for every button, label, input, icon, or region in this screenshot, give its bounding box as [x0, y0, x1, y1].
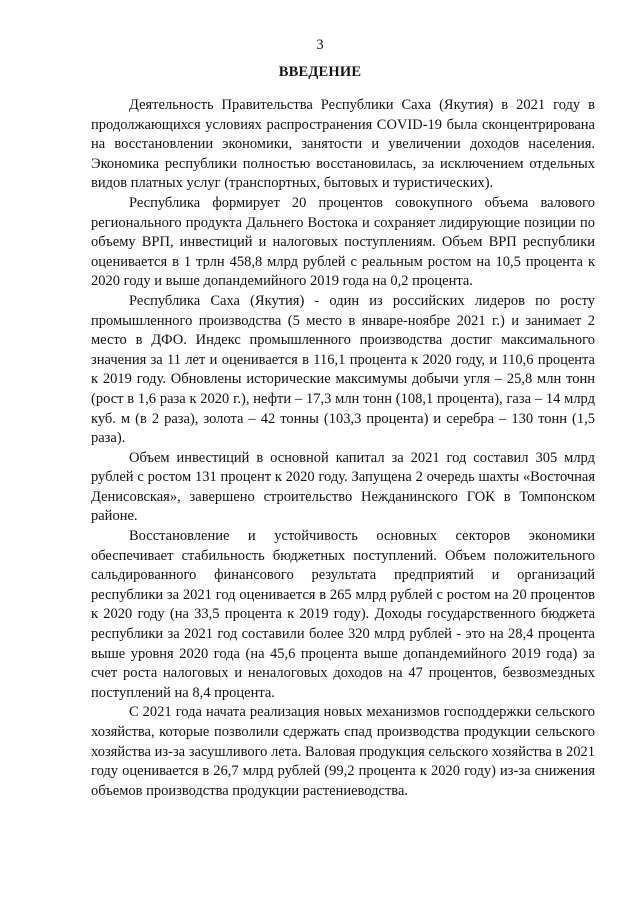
paragraph: Республика формирует 20 процентов совокупного объема валового регионального продукта Дальнего Востока и сохраняет лидирующие позиции по объему ВРП, инвестиций и налоговых поступлениям. Объем ВРП республики оценивается в 1 трлн 458,8 млрд рублей с реальным ростом на 10,5 процента к 2020 году и выше допандемийного 2019 года на 0,2 процента. — [91, 194, 595, 290]
paragraph: Восстановление и устойчивость основных секторов экономики обеспечивает стабильность бюджетных поступлений. Объем положительного сальдированного финансового результата предприятий и организаций республики за 2021 год оценивается в 265 млрд рублей с ростом на 20 процентов к 2020 году (на 33,5 процента к 2019 году). Доходы государственного бюджета республики за 2021 год составили более 320 млрд рублей - это на 28,4 процента выше уровня 2020 года (на 45,6 процента выше допандемийного 2019 года) за счет роста налоговых и неналоговых доходов на 47 процентов, безвозмездных поступлений на 8,4 процента. — [91, 528, 595, 701]
paragraph: Объем инвестиций в основной капитал за 2021 год составил 305 млрд рублей с ростом 131 процент к 2020 году. Запущена 2 очередь шахты «Восточная Денисовская», завершено строительство Нежданинского ГОК в Томпонском районе. — [91, 449, 595, 525]
page-heading: ВВЕДЕНИЕ — [278, 64, 362, 80]
paragraph: Деятельность Правительства Республики Саха (Якутия) в 2021 году в продолжающихся условиях распространения COVID-19 была сконцентрирована на восстановлении экономики, занятости и увеличении доходов населения. Экономика республики полностью восстановилась, за исключением отдельных видов платных услуг (транспортных, бытовых и туристических). — [91, 97, 595, 192]
paragraph: Республика Саха (Якутия) - один из российских лидеров по росту промышленного производства (5 место в январе-ноябре 2021 г.) и занимает 2 место в ДФО. Индекс промышленного производства достиг максимального значения за 11 лет и оценивается в 116,1 процента к 2020 году, и 110,6 процента к 2019 году. Обновлены исторические максимумы добычи угля – 25,8 млн тонн (рост в 1,6 раза к 2020 г.), нефти – 17,3 млн тонн (108,1 процента), газа – 14 млрд куб. м (в 2 раза), золота – 42 тонны (103,3 процента) и серебра – 130 тонн (1,5 раза). — [91, 292, 595, 447]
document-body — [91, 96, 595, 801]
paragraph: С 2021 года начата реализация новых механизмов господдержки сельского хозяйства, которые позволили сдержать спад производства продукции сельского хозяйства из-за засушливого лета. Валовая продукция сельского хозяйства в 2021 году оценивается в 26,7 млрд рублей (99,2 процента к 2020 году) из-за снижения объемов производства продукции растениеводства. — [91, 704, 595, 799]
page-number: 3 — [316, 37, 324, 53]
